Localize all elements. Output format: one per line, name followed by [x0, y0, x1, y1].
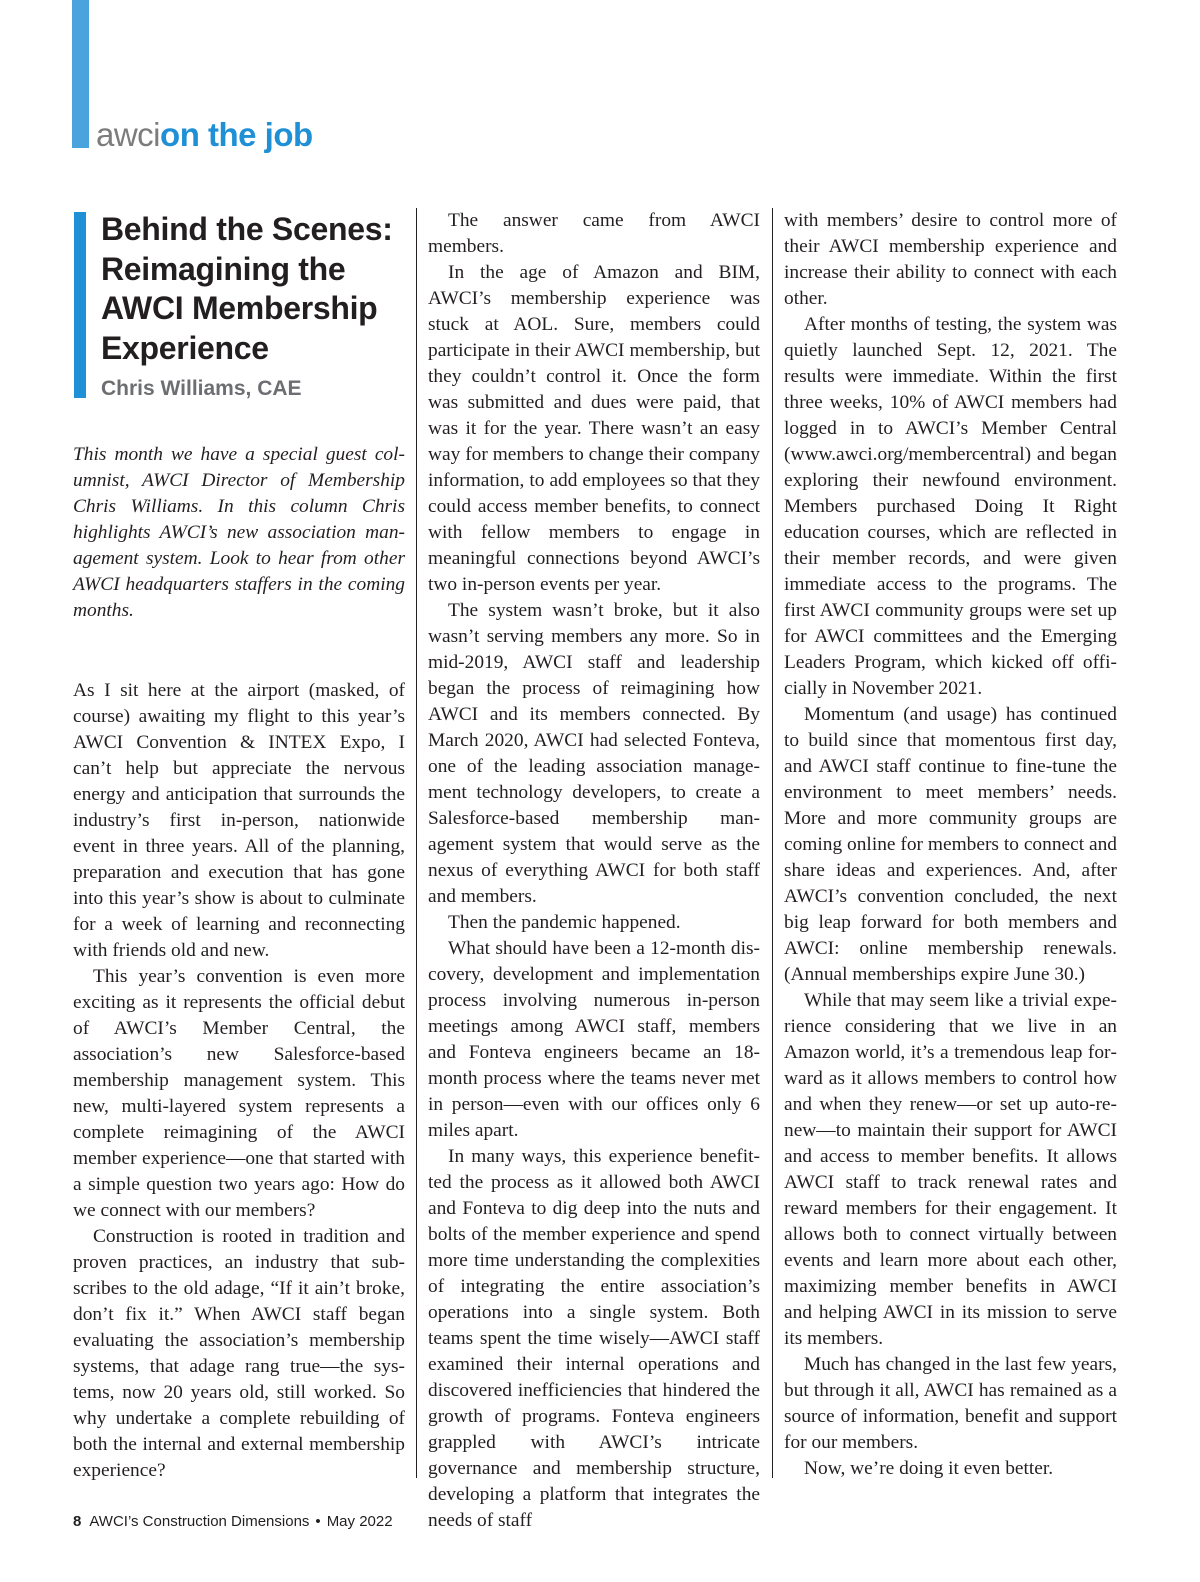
body-paragraph: Construction is rooted in tradition and proven practices, an industry that subscribes to the old adage, “If it ain’t broke, don’t fix it.” When AWCI staff began evaluating the association’s membership systems, that adage rang true—the systems, now 20 years old, still worked. So why undertake a complete rebuilding of both the internal and external membership experience? [73, 1226, 405, 1481]
headline-line: AWCI Membership [101, 290, 378, 326]
headline-line: Reimagining the [101, 250, 346, 287]
headline-accent-bar [74, 212, 86, 398]
section-label-prefix: awci [96, 116, 161, 153]
body-paragraph: As I sit here at the airport (masked, of course) awaiting my flight to this year’s AWCI Convention & INTEX Expo, I can’t help but appreciate the nervous energy and anticipation that surrounds the industry’s first in-person, nationwide event in three years. All of the planning, preparation and execution that has gone into this year’s show is about to culminate for a week of learning and reconnecting with friends old and new. [73, 680, 405, 961]
section-label-title: on the job [160, 116, 313, 153]
column-divider [416, 208, 417, 1478]
body-paragraph: After months of testing, the system was quietly launched Sept. 12, 2021. The results were immediate. Within the first three weeks, 10% of AWCI members had logged in to AWCI’s Member Central (www.awci.org/membercentral) and began exploring their newfound environment. Members purchased Doing It Right education courses, which are reflected in their member records, and were given immediate access to the programs. The first AWCI community groups were set up for AWCI committees and the Emerging Leaders Program, which kicked off officially in November 2021. [784, 314, 1117, 699]
article-byline: Chris Williams, CAE [101, 377, 302, 400]
body-paragraph: Now, we’re doing it even better. [804, 1458, 1054, 1479]
body-paragraph: Much has changed in the last few years, but through it all, AWCI has remained as a source of information, benefit and support for our members. [784, 1354, 1117, 1453]
body-paragraph: While that may seem like a trivial experience considering that we live in an Amazon world, it’s a tremendous leap forward as it allows members to control how and when they renew—or set up auto-renew—to maintain their support for AWCI and access to member benefits. It allows AWCI staff to track renewal rates and reward members for their engagement. It allows both to connect virtually between events and learn more about each other, maximizing member benefits in AWCI and helping AWCI in its mission to serve its members. [784, 990, 1117, 1349]
body-paragraph: In the age of Amazon and BIM, AWCI’s membership experience was stuck at AOL. Sure, members could participate in their AWCI membership, but they couldn’t control it. Once the form was submitted and dues were paid, that was it for the year. There wasn’t an easy way for members to change their company information, to add employees so that they could access member benefits, to connect with fellow members to engage in meaningful connections beyond AWCI’s two in-person events per year. [428, 262, 760, 595]
body-paragraph: with members’ desire to control more of their AWCI membership experience and increase their ability to connect with each other. [784, 210, 1117, 309]
body-column-1 [73, 678, 405, 1484]
section-label [96, 118, 313, 151]
intro-paragraph: This month we have a special guest columnist, AWCI Director of Membership Chris Williams. In this column Chris highlights AWCI’s new association management system. Look to hear from other AWCI headquarters staffers in the coming months. [73, 444, 405, 621]
publication-name: AWCI’s Construction Dimensions [89, 1513, 310, 1530]
article-headline [101, 210, 421, 368]
body-paragraph: The system wasn’t broke, but it also wasn’t serving members any more. So in mid-2019, AWCI staff and leadership began the process of reimagining how AWCI and its members connected. By March 2020, AWCI had selected Fonteva, one of the leading association management technology developers, to create a Salesforce-based membership management system that would serve as the nexus of everything AWCI for both staff and members. [428, 600, 760, 907]
body-paragraph: What should have been a 12-month discovery, development and implementation process involving numerous in-person meetings among AWCI staff, members and Fonteva engineers became an 18-month process where the teams never met in person—even with our offices only 6 miles apart. [428, 938, 760, 1141]
intro-block [73, 442, 405, 624]
column-divider [772, 208, 773, 1478]
body-column-2 [428, 208, 760, 1534]
body-column-3 [784, 208, 1117, 1482]
body-paragraph: In many ways, this experience benefitted the process as it allowed both AWCI and Fonteva to dig deep into the nuts and bolts of the member experience and spend more time understanding the complexities of integrating the entire association’s operations into a single system. Both teams spent the time wisely—AWCI staff examined their internal operations and discovered inefficiencies that hindered the growth of programs. Fonteva engineers grappled with AWCI’s intricate governance and membership structure, developing a platform that integrates the needs of staff [428, 1146, 760, 1531]
body-paragraph: Then the pandemic happened. [448, 912, 681, 933]
headline-line: Behind the Scenes: [101, 211, 393, 247]
headline-line: Experience [101, 329, 269, 366]
body-paragraph: The answer came from AWCI members. [428, 210, 760, 257]
body-paragraph: This year’s convention is even more exciting as it represents the official debut of AWCI’s Member Central, the association’s new Salesforce-based membership management system. This new, multi-layered system represents a complete reimagining of the AWCI member experience—one that started with a simple question two years ago: How do we connect with our members? [73, 966, 405, 1221]
page-number: 8 [73, 1513, 82, 1530]
issue-date: May 2022 [326, 1513, 393, 1530]
page-footer [73, 1513, 393, 1530]
footer-separator: • [315, 1513, 321, 1530]
body-paragraph: Momentum (and usage) has continued to build since that momentous first day, and AWCI staff continue to fine-tune the environment to meet members’ needs. More and more community groups are coming online for members to connect and share ideas and experiences. And, after AWCI’s convention concluded, the next big leap forward for both members and AWCI: online membership renewals. (Annual memberships expire June 30.) [784, 704, 1117, 985]
section-color-bar [72, 0, 89, 148]
